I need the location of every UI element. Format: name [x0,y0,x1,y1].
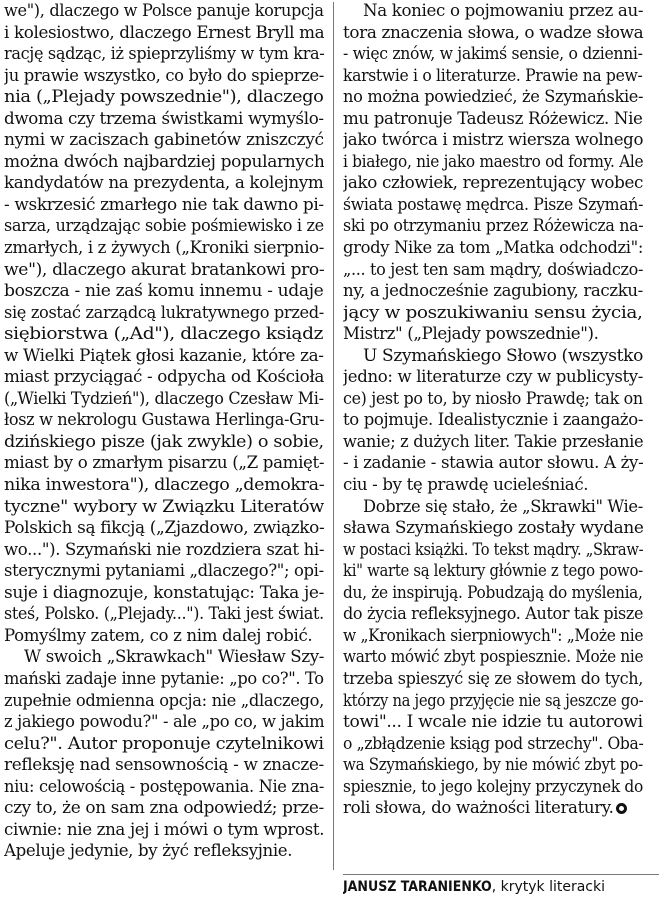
text-line-content: Polskich są fikcją („Zjazdowo, związko- [4,518,324,538]
text-line [4,151,324,173]
text-line-content: to pojmuje. Idealistycznie i zaangażo- [343,410,644,430]
text-line-content: zmarłych, i z żywych („Kroniki sierpnio- [4,238,324,258]
byline-divider [343,874,659,875]
text-line-content: łosz w nekrologu Gustawa Herlinga-Gru- [4,410,324,430]
text-line [4,323,324,345]
text-line [343,431,659,453]
text-line [343,237,659,259]
text-line-content: ciwnie: nie zna jej i mówi o tym wprost. [4,819,324,839]
text-line-content: sława Szymańskiego zostały wydane [343,518,644,538]
text-line [4,0,324,22]
text-line [4,65,324,87]
text-line [343,496,659,518]
text-line [4,280,324,302]
article-column-right [343,0,659,900]
text-line-content: Dobrze się stało, że „Skrawki" Wie- [363,496,643,516]
text-line-content: - wskrzesić zmarłego nie tak dawno pi- [4,194,324,214]
text-line-content: Na koniec o pojmowaniu przez au- [363,1,644,20]
text-line-content: suje i diagnozuje, konstatując: Taka je- [4,582,324,602]
text-line-content: i białego, nie jako maestro od formy. Ale [343,151,644,171]
author-name: JANUSZ TARANIENKO [343,879,492,895]
text-line-content: do życia refleksyjnego. Autor tak pisze [343,604,644,624]
article-column-left [4,0,324,900]
text-line [343,151,659,173]
text-line [4,668,324,690]
text-line-content: karstwie i o literaturze. Prawie na pew- [343,65,643,85]
text-line [343,323,659,345]
text-line [4,452,324,474]
text-line [343,560,659,582]
text-line [343,409,659,431]
text-line [4,108,324,130]
text-line [343,65,659,87]
text-line-content: wo..."). Szymański nie rozdziera szat hi- [4,539,324,559]
text-line [4,431,324,453]
text-line [343,690,659,712]
text-line-content: Apeluje jedynie, by żyć refleksyjnie. [4,841,293,861]
text-line [343,539,659,561]
text-line-content: tora znaczenia słowa, o wadze słowa [343,22,644,42]
text-line [343,582,659,604]
text-line [4,539,324,561]
text-line-content: - więc znów, w jakimś sensie, o dzienni- [343,44,643,64]
text-line-content: warto mówić zbyt pospiesznie. Może nie [343,647,644,667]
text-line [4,388,324,410]
text-line-content: sterycznymi pytaniami „dlaczego?"; opi- [4,561,324,581]
text-line-content: towi"... I wcale nie idzie tu autorowi [343,712,643,732]
text-line [4,129,324,151]
text-line-content: dwoma czy trzema świstkami wymyślo- [4,108,324,128]
text-line-content: spiesznie, to jego kolejny przyczynek do [343,776,643,796]
text-line [343,302,659,324]
text-line [4,172,324,194]
text-line [343,517,659,539]
text-line [343,711,659,733]
text-line-content: ciu - by tę prawdę ucieleśniać. [343,475,589,495]
text-line [343,22,659,44]
byline [343,876,663,898]
text-line-content: Mistrz" („Plejady powszednie"). [343,324,599,344]
text-line [343,646,659,668]
text-line-content: mański zadaje inne pytanie: „po co?". To [4,668,324,688]
text-line [4,409,324,431]
text-line [4,733,324,755]
text-line-content: ki" warte są lektury głównie z tego powo- [343,561,643,581]
text-line [4,819,324,841]
text-line-content: boszcza - nie zaś komu innemu - udaje [4,281,324,301]
text-line-content: no można powiedzieć, że Szymańskie- [343,87,644,107]
text-line [4,302,324,324]
text-line-content: kandydatów na prezydenta, a kolejnym [4,173,324,193]
text-line [343,194,659,216]
text-line [343,797,659,819]
author-role: , krytyk literacki [491,879,605,895]
text-line-content: wa Szymańskiego, by nie mówić zbyt po- [343,755,643,775]
text-line [343,280,659,302]
text-line-content: mu patronuje Tadeusz Różewicz. Nie [343,108,643,128]
text-line-content: trzeba spieszyć się ze słowem do tych, [343,668,644,688]
text-line [4,754,324,776]
text-line-content: świata postawę mędrca. Pisze Szymań- [343,194,644,214]
text-line-content: nymi w zaciszach gabinetów zniszczyć [4,130,324,150]
text-line-content: jący w poszukiwaniu sensu życia, [343,302,643,322]
text-line [343,603,659,625]
text-line [343,129,659,151]
text-line-content: czy to, że on sam zna odpowiedź; prze- [4,798,324,818]
text-line [4,496,324,518]
text-line [343,108,659,130]
text-line-content: sarza, urządzając sobie pośmiewisko i ze [4,216,324,236]
text-line-content: nia („Plejady powszednie"), dlaczego [4,87,324,107]
text-line [4,259,324,281]
text-line-content: Pomyślmy zatem, co z nim dalej robić. [4,625,313,645]
text-line [4,776,324,798]
text-line-content: nika inwestora"), dlaczego „demokra- [4,475,324,495]
text-line-content: jedno: w literaturze czy w publicysty- [343,367,644,387]
text-line-content: dzińskiego pisze (jak zwykle) o sobie, [4,431,324,451]
text-line-content: siębiorstwa („Ad"), dlaczego ksiądz [4,324,324,344]
text-line [343,668,659,690]
text-line-content: we"), dlaczego akurat bratankowi pro- [4,259,324,279]
text-line-content: du, że inspirują. Pobudzają do myślenia, [343,582,643,602]
text-line [343,452,659,474]
text-line [4,840,324,862]
text-line-content: ju prawie wszystko, co było do spieprze- [4,65,324,85]
text-line [4,603,324,625]
text-line [343,86,659,108]
text-line-content: roli słowa, do ważności literatury. [343,798,614,818]
text-line [343,172,659,194]
text-line [4,582,324,604]
text-line [4,797,324,819]
text-line [343,754,659,776]
text-line-content: jako człowiek, reprezentujący wobec [343,173,644,193]
text-line-content: którzy na jego przyjęcie nie są jeszcze go- [343,690,644,710]
text-line [4,43,324,65]
text-line [4,215,324,237]
text-line-content: jako twórca i mistrz wiersza wolnego [343,130,644,150]
text-line [343,388,659,410]
text-line [4,366,324,388]
text-line-content: „... to jest ten sam mądry, doświadczo- [343,259,644,279]
text-line-content: ce) jest po to, by niosło Prawdę; tak on [343,388,643,408]
text-line [4,237,324,259]
text-line [4,517,324,539]
text-line [4,711,324,733]
text-line-content: celu?". Autor proponuje czytelnikowi [4,733,324,753]
text-line [343,366,659,388]
column-divider [333,2,334,870]
text-line-content: - i zadanie - stawia autor słowu. A ży- [343,453,644,473]
text-line-content: można dwóch najbardziej popularnych [4,151,324,171]
text-line [343,474,659,496]
text-line-content: w „Kronikach sierpniowych": „Może nie [343,625,644,645]
text-line [4,345,324,367]
text-line [343,43,659,65]
text-line [4,625,324,647]
text-line-content: w Wielki Piątek głosi kazanie, które za- [4,345,324,365]
text-line-content: miast by o zmarłym pisarzu („Z pamięt- [4,453,324,473]
text-line-content: niu: celowością - postępowania. Nie zna- [4,776,324,796]
text-line-content: refleksję nad sensownością - w znacze- [4,755,324,775]
text-line-content: ski po otrzymaniu przez Różewicza na- [343,216,644,236]
text-line-content: grody Nike za tom „Matka odchodzi": [343,238,644,258]
text-line [4,560,324,582]
text-line-content: rację sądząc, iż spieprzyliśmy w tym kra- [4,44,324,64]
text-line [343,776,659,798]
text-line-content: zupełnie odmienna opcja: nie „dlaczego, [4,690,324,710]
text-line-content: W swoich „Skrawkach" Wiesław Szy- [24,647,324,667]
text-line-content: się zostać zarządcą lukratywnego przed- [4,302,324,322]
text-line [4,194,324,216]
text-line [343,345,659,367]
text-line [4,22,324,44]
text-line-content: i kolesiostwo, dlaczego Ernest Bryll ma [4,22,324,42]
text-line-content: miast przyciągać - odpycha od Kościoła [4,367,324,387]
text-line-content: we"), dlaczego w Polsce panuje korupcja [4,1,324,20]
text-line-content: z jakiego powodu?" - ale „po co, w jakim [4,712,324,732]
text-line [343,259,659,281]
text-line-content: ny, a jednocześnie zagubiony, raczku- [343,281,643,301]
text-line-content: wanie; z dużych liter. Takie przesłanie [343,431,644,451]
text-line [343,0,659,22]
text-line-content: steś, Polsko. („Plejady..."). Taki jest świat. [4,604,324,624]
text-line-content: U Szymańskiego Słowo (wszystko [363,345,643,365]
text-line-content: w postaci książki. To tekst mądry. „Skraw- [343,539,644,559]
text-line [4,646,324,668]
end-of-article-circle-icon [616,803,627,814]
text-line [343,215,659,237]
text-line-content: o „zbłądzenie ksiąg pod strzechy". Oba- [343,733,644,753]
text-line [343,625,659,647]
text-line [343,733,659,755]
text-line [4,690,324,712]
text-line-content: tyczne" wybory w Związku Literatów [4,496,324,516]
text-line-content: („Wielki Tydzień"), dlaczego Czesław Mi- [4,388,324,408]
text-line [4,474,324,496]
text-line [4,86,324,108]
